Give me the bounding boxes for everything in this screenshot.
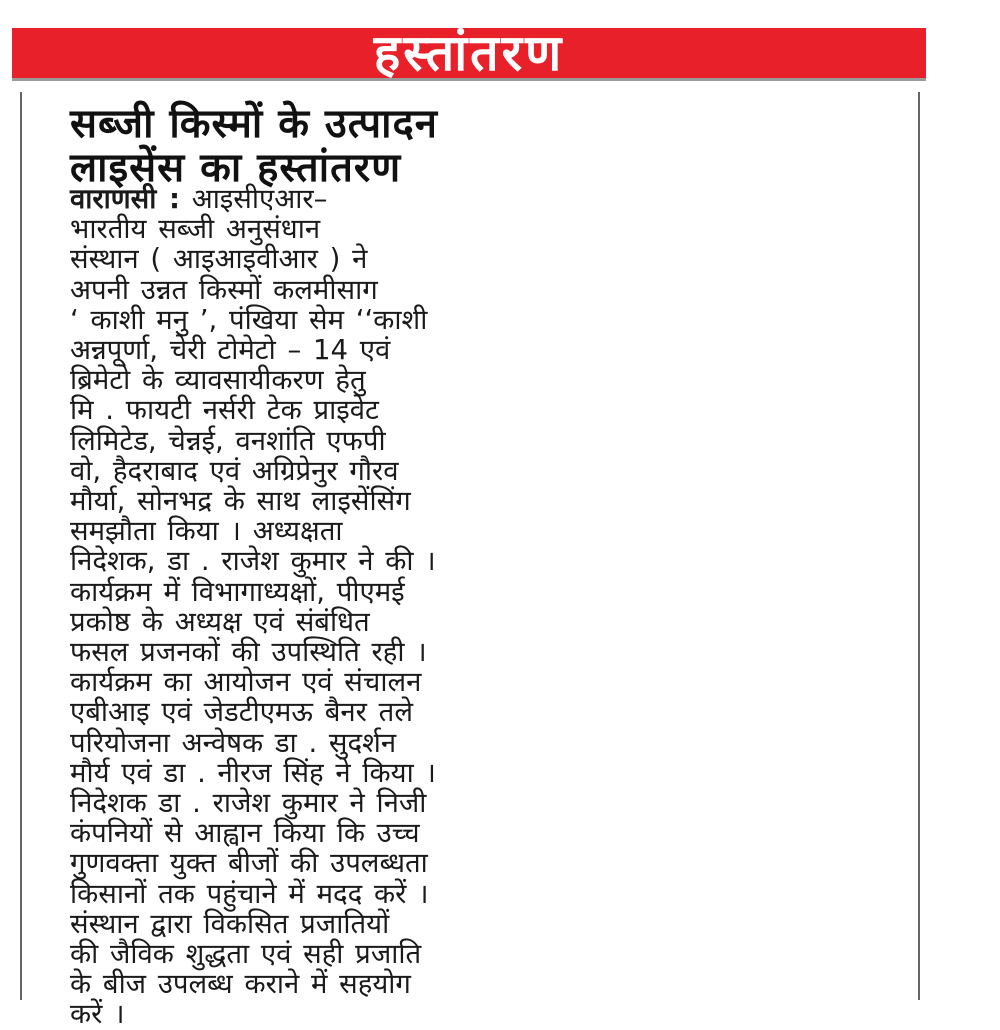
body-line: कार्यक्रम का आयोजन एवं संचालन: [70, 666, 422, 699]
article: [20, 92, 920, 1030]
body-line: अन्नपूर्णा, चेरी टोमेटो – 14 एवं: [70, 334, 391, 367]
headline-line-1: सब्जी किस्मों के उत्पादन: [70, 101, 438, 147]
body-line: ‘ काशी मनु ’, पंखिया सेम ‘‘काशी: [70, 303, 428, 336]
section-title: हस्तांतरण: [373, 24, 565, 82]
body-first-line-text: आइसीएआर–: [179, 183, 328, 215]
body-line: संस्थान द्वारा विकसित प्रजातियों: [70, 907, 390, 940]
body-line: कंपनियों से आह्वान किया कि उच्च: [70, 817, 420, 850]
body-line: के बीज उपलब्ध कराने में सहयोग: [70, 968, 411, 1001]
body-line: निदेशक, डा . राजेश कुमार ने की ।: [70, 545, 436, 578]
body-line: भारतीय सब्जी अनुसंधान: [70, 213, 321, 246]
body-line: अपनी उन्नत किस्मों कलमीसाग: [70, 273, 378, 306]
body-line: मौर्य एवं डा . नीरज सिंह ने किया ।: [70, 756, 436, 789]
body-line: किसानों तक पहुंचाने में मदद करें ।: [70, 877, 429, 910]
body-line: कार्यक्रम में विभागाध्यक्षों, पीएमई: [70, 575, 405, 608]
dateline: वाराणसी :: [70, 183, 180, 215]
body-line: प्रकोष्ठ के अध्यक्ष एवं संबंधित: [70, 605, 370, 638]
body-line: मि . फायटी नर्सरी टेक प्राइवेट: [70, 394, 379, 427]
body-line: ब्रिमेटो के व्यावसायीकरण हेतु: [70, 364, 366, 397]
body-line: मौर्या, सोनभद्र के साथ लाइसेंसिंग: [70, 485, 411, 518]
headline: [70, 102, 890, 190]
body-line: परियोजना अन्वेषक डा . सुदर्शन: [70, 726, 397, 759]
section-banner: [12, 24, 926, 82]
body-line: संस्थान ( आइआइवीआर ) ने: [70, 243, 368, 276]
body-line: गुणवक्ता युक्त बीजों की उपलब्धता: [70, 847, 428, 880]
headline-line-2: लाइसेंस का हस्तांतरण: [70, 145, 402, 191]
body-first-line: [70, 184, 910, 214]
body-line: की जैविक शुद्धता एवं सही प्रजाति: [70, 938, 422, 971]
body-line: वो, हैदराबाद एवं अग्रिप्रेनुर गौरव: [70, 454, 399, 487]
body-line: करें ।: [70, 998, 125, 1030]
article-body: [70, 184, 910, 1030]
body-line: एबीआइ एवं जेडटीएमऊ बैनर तले: [70, 696, 413, 729]
body-line: लिमिटेड, चेन्नई, वनशांति एफपी: [70, 424, 386, 457]
body-line: समझौता किया । अध्यक्षता: [70, 515, 343, 548]
body-line: फसल प्रजनकों की उपस्थिति रही ।: [70, 636, 427, 669]
body-line: निदेशक डा . राजेश कुमार ने निजी: [70, 787, 427, 820]
